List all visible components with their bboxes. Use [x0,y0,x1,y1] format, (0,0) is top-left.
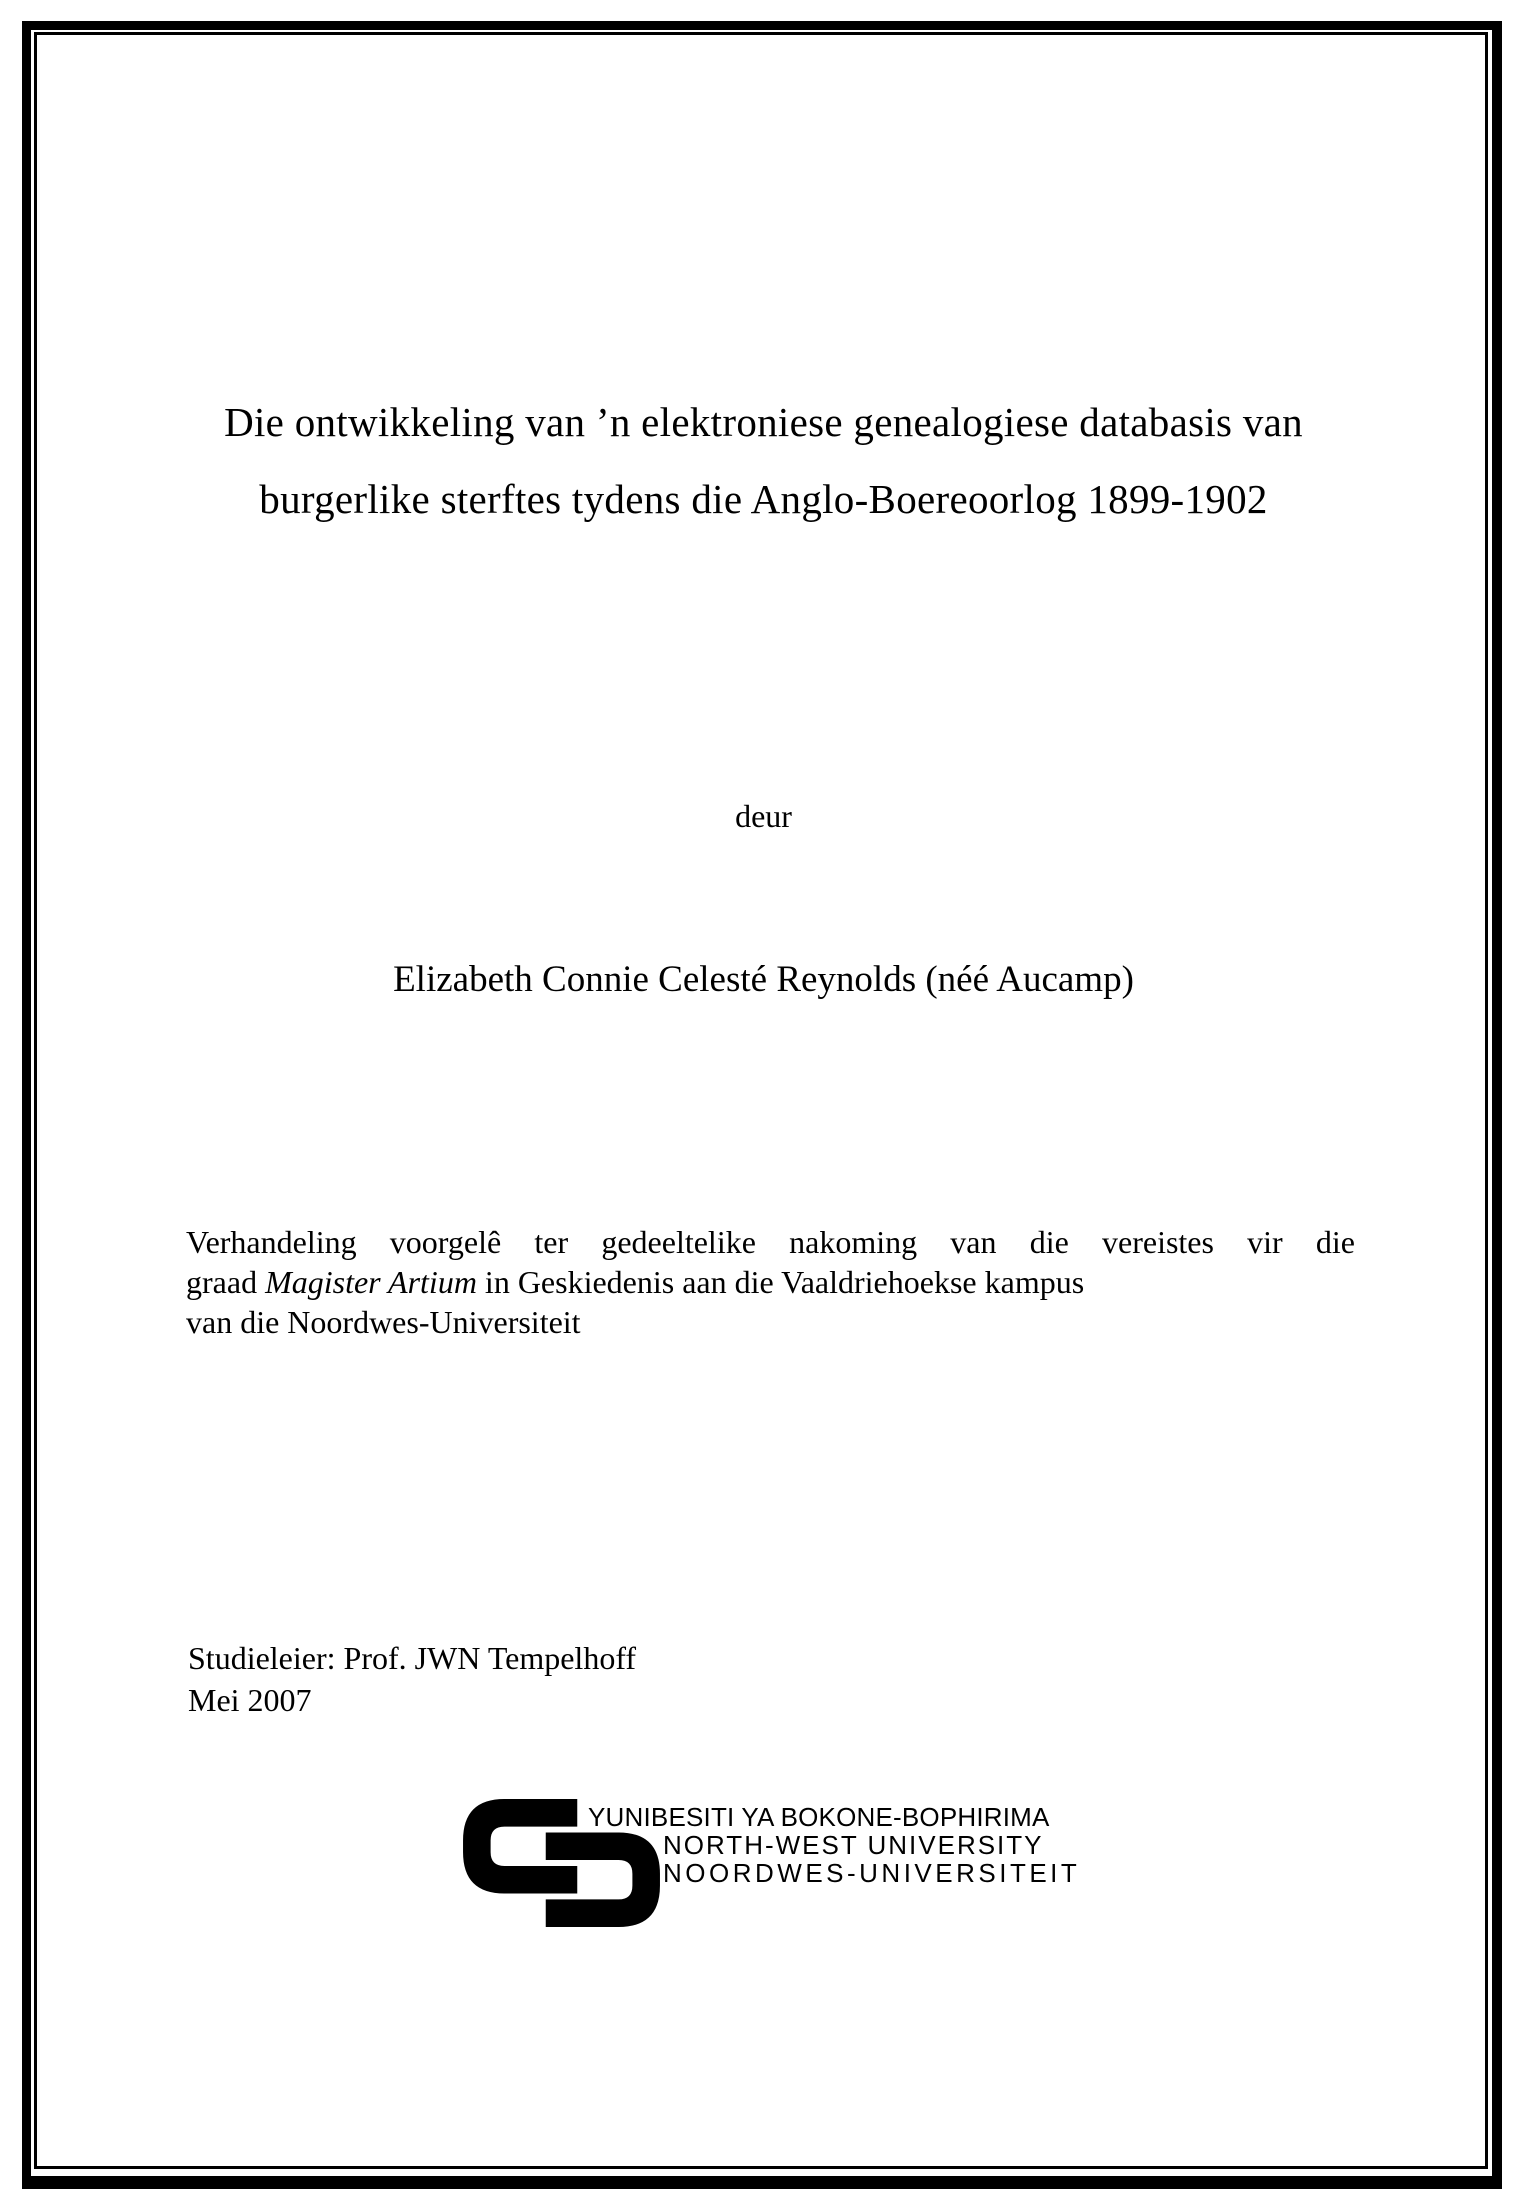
statement-line2-prefix: graad [186,1264,266,1300]
thesis-title-line1: Die ontwikkeling van ’n elektroniese genealogiese databasis van [224,399,1303,445]
submission-statement-line3: van die Noordwes-Universiteit [186,1304,581,1340]
submission-statement [186,1222,1355,1342]
university-name-afrikaans: NOORDWES-UNIVERSITEIT [663,1858,1081,1888]
statement-line2-suffix: in Geskiedenis aan die Vaaldriehoekse kampus [476,1264,1085,1300]
submission-statement-line1: Verhandeling voorgelê ter gedeeltelike nakoming van die vereistes vir die [186,1224,1355,1260]
date-line: Mei 2007 [188,1682,312,1718]
university-name-english: NORTH-WEST UNIVERSITY [663,1830,1044,1860]
byline-deur: deur [735,798,792,834]
submission-statement-line2 [186,1262,1355,1302]
thesis-title-line2: burgerlike sterftes tydens die Anglo-Boereoorlog 1899-1902 [259,476,1268,522]
author-name: Elizabeth Connie Celesté Reynolds (néé Aucamp) [393,959,1134,1000]
supervisor-line: Studieleier: Prof. JWN Tempelhoff [188,1640,637,1676]
statement-line2-degree-name: Magister Artium [265,1264,477,1300]
university-name-setswana: YUNIBESITI YA BOKONE-BOPHIRIMA [588,1802,1050,1832]
